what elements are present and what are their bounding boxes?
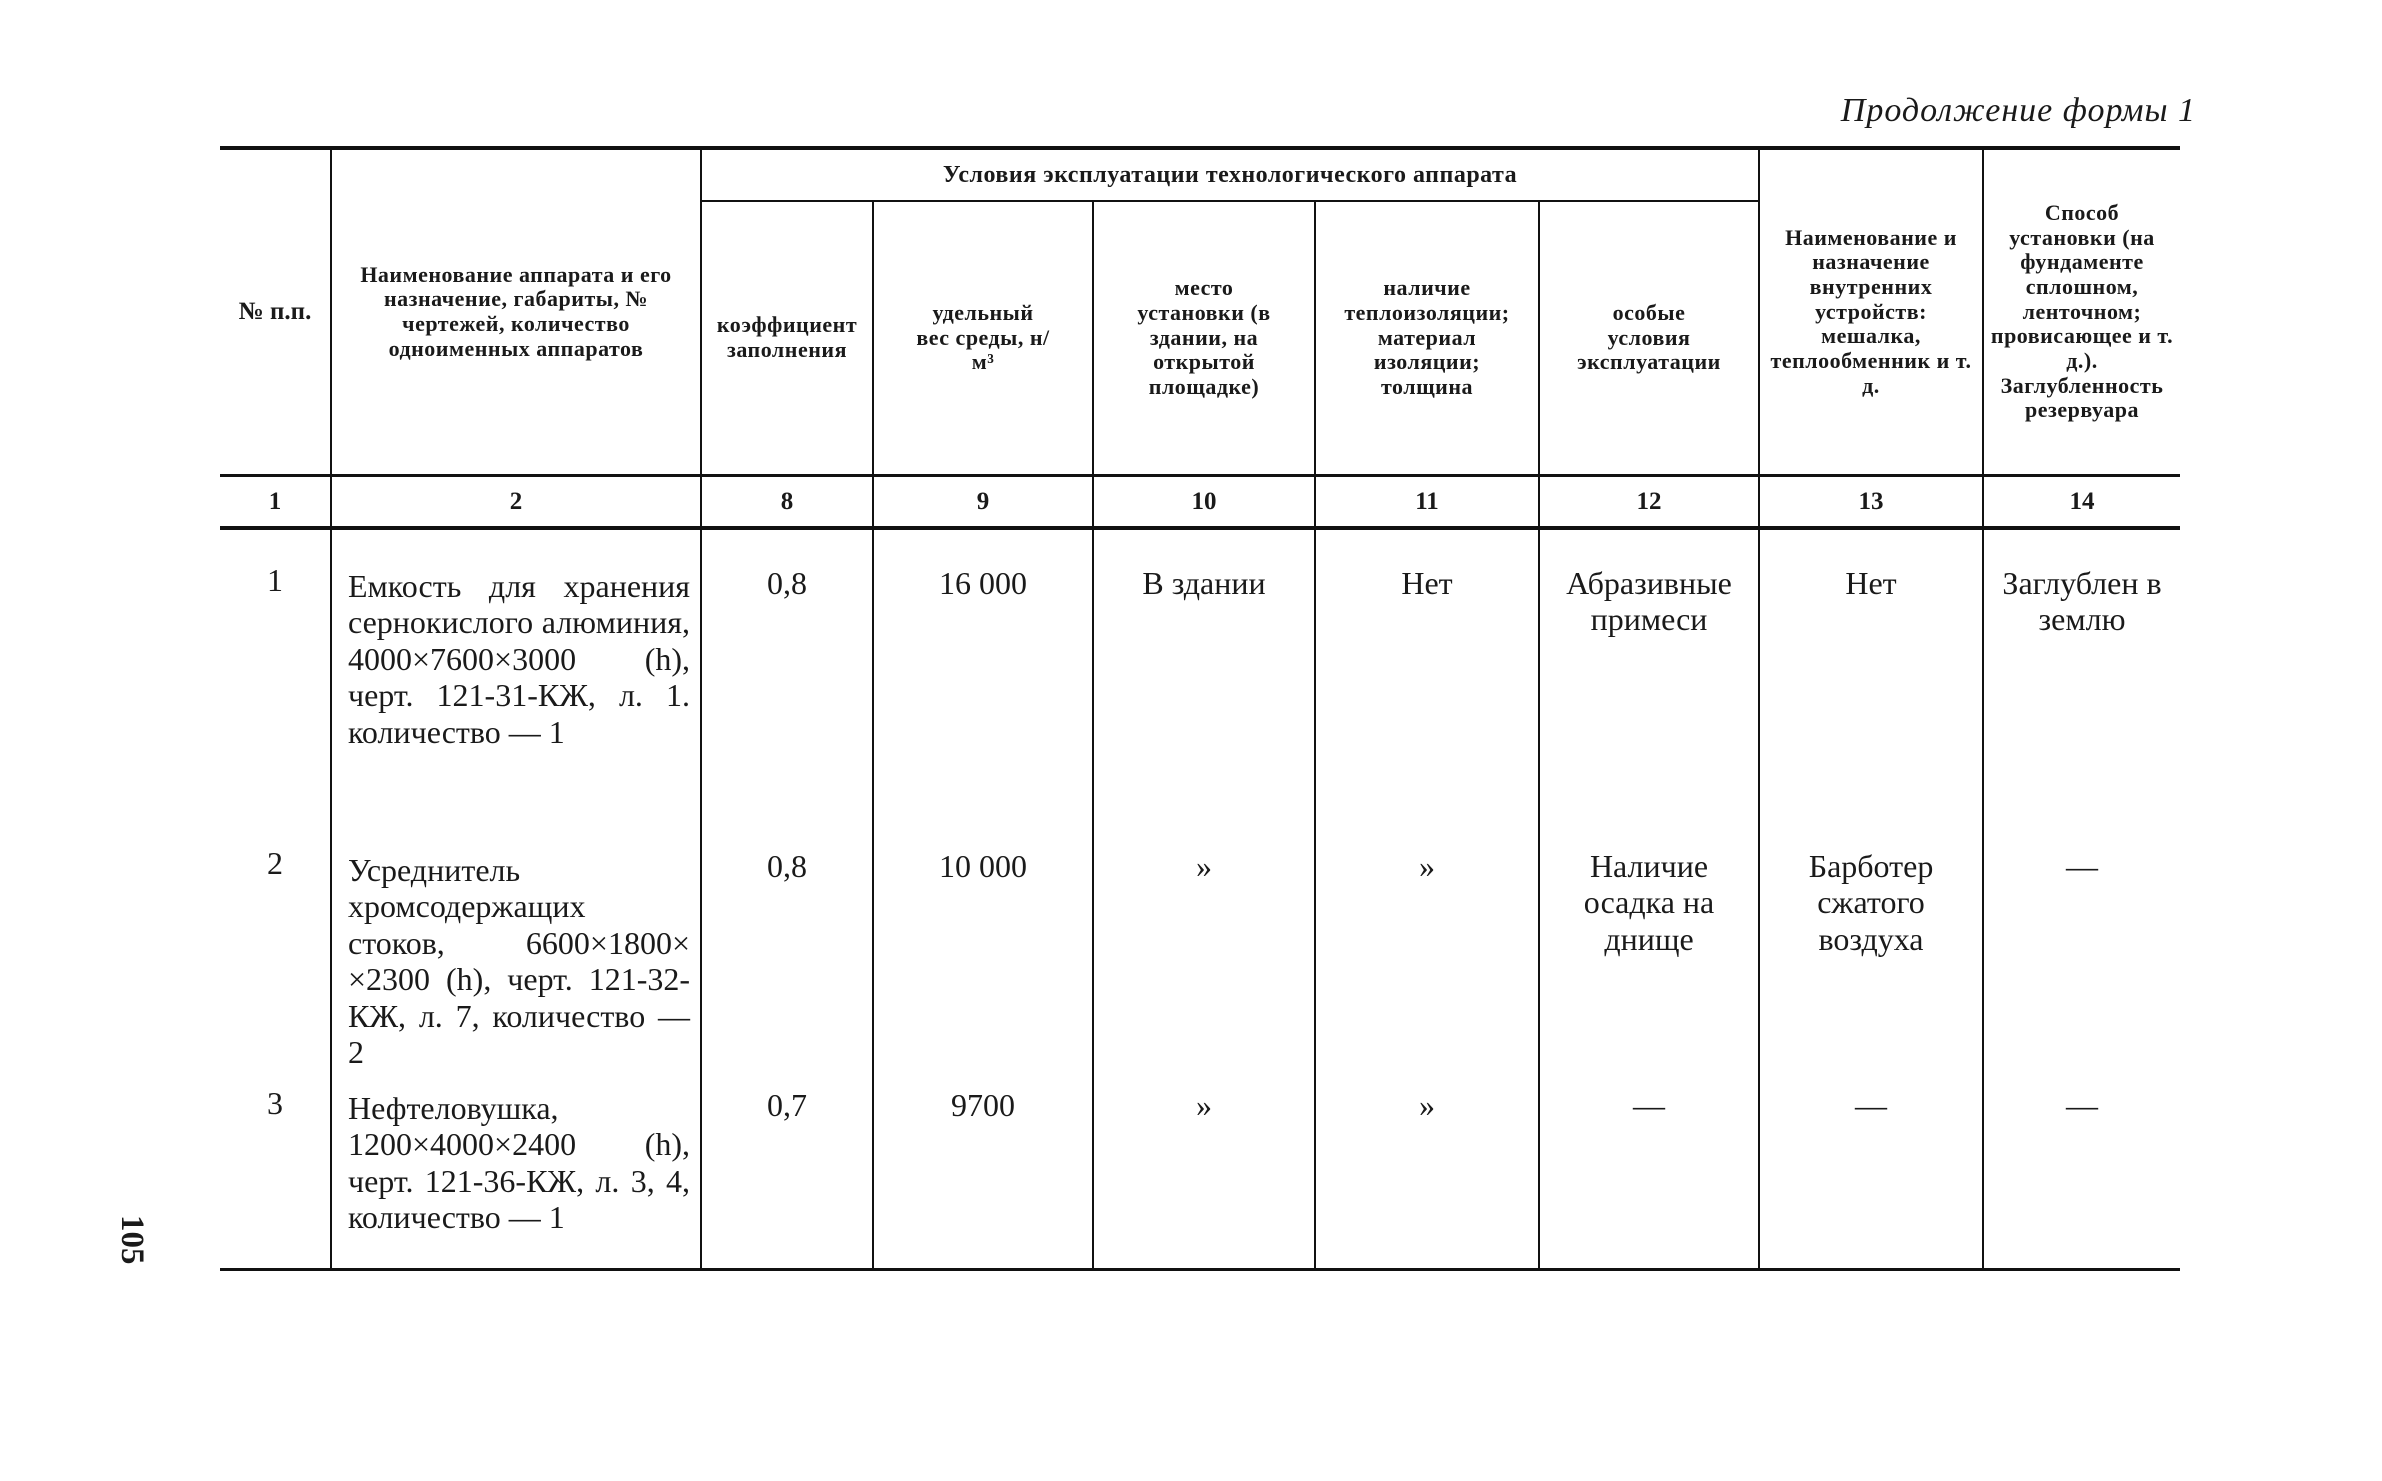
insulation: »: [1419, 1087, 1435, 1123]
special-conditions: —: [1633, 1087, 1665, 1123]
row-number: 1: [267, 562, 283, 598]
header-group: Условия эксплуатации технологического аппарата: [942, 161, 1518, 188]
col-number: 9: [976, 487, 990, 515]
header-place: место установки (в здании, на открытой площадке): [1137, 275, 1271, 399]
insulation: Нет: [1401, 565, 1453, 601]
bottom-rule: [220, 1268, 2180, 1271]
col-number: 11: [1415, 487, 1439, 515]
page-number: 105: [114, 1215, 150, 1265]
fill-coefficient: 0,7: [767, 1087, 807, 1123]
header-weight: удельный вес среды, н/м³: [916, 300, 1050, 375]
specific-weight: 16 000: [939, 565, 1027, 601]
install-method: —: [2066, 848, 2098, 884]
internal-devices: Нет: [1845, 565, 1897, 601]
insulation: »: [1419, 848, 1435, 884]
header-fill: коэффициент заполнения: [716, 312, 858, 362]
row-number: 2: [267, 845, 283, 881]
install-method: Заглублен в землю: [2002, 565, 2162, 638]
specific-weight: 10 000: [939, 848, 1027, 884]
apparatus-name: Емкость для хранения сернокислого алюминия, 4000×7600×3000 (h), черт. 121-31-КЖ, л. 1. количество — 1: [348, 568, 690, 750]
table-caption: Продолжение формы 1: [1840, 92, 2196, 129]
install-method: —: [2066, 1087, 2098, 1123]
header-internal: Наименование и назначение внутренних устройств: мешалка, теплообменник и т. д.: [1770, 224, 1972, 398]
install-place: »: [1196, 1087, 1212, 1123]
special-conditions: Наличие осадка на днище: [1583, 848, 1715, 957]
specific-weight: 9700: [951, 1087, 1015, 1123]
internal-devices: Барботер сжатого воздуха: [1808, 848, 1934, 957]
fill-coefficient: 0,8: [767, 848, 807, 884]
col-number: 2: [509, 487, 523, 515]
col-number: 1: [268, 487, 282, 515]
header-num: № п.п.: [238, 297, 312, 325]
col-number: 14: [2069, 487, 2095, 515]
col-number: 8: [780, 487, 794, 515]
col-number: 12: [1636, 487, 1662, 515]
header-special: особые условия эксплуатации: [1577, 300, 1721, 375]
header-insulation: наличие теплоизоляции; материал изоляции; толщина: [1344, 275, 1510, 399]
apparatus-name: Усреднитель хромсодержащих стоков, 6600×1800× ×2300 (h), черт. 121-32-КЖ, л. 7, количество — 2: [348, 852, 690, 1071]
row-number: 3: [267, 1085, 283, 1121]
col-number: 10: [1191, 487, 1217, 515]
fill-coefficient: 0,8: [767, 565, 807, 601]
col-number: 13: [1858, 487, 1884, 515]
special-conditions: Абразивные примеси: [1566, 565, 1732, 638]
internal-devices: —: [1855, 1087, 1887, 1123]
install-place: »: [1196, 848, 1212, 884]
header-name: Наименование аппарата и его назначение, габариты, № чертежей, количество одноименных аппаратов: [360, 261, 672, 361]
numbers-bottom-rule: [220, 526, 2180, 530]
install-place: В здании: [1142, 565, 1266, 601]
apparatus-name: Нефтеловушка, 1200×4000×2400 (h), черт. 121-36-КЖ, л. 3, 4, количество — 1: [348, 1090, 690, 1236]
header-install: Способ установки (на фундаменте сплошном, ленточном; провисающее и т. д.). Заглубленность резервуара: [1990, 200, 2174, 423]
